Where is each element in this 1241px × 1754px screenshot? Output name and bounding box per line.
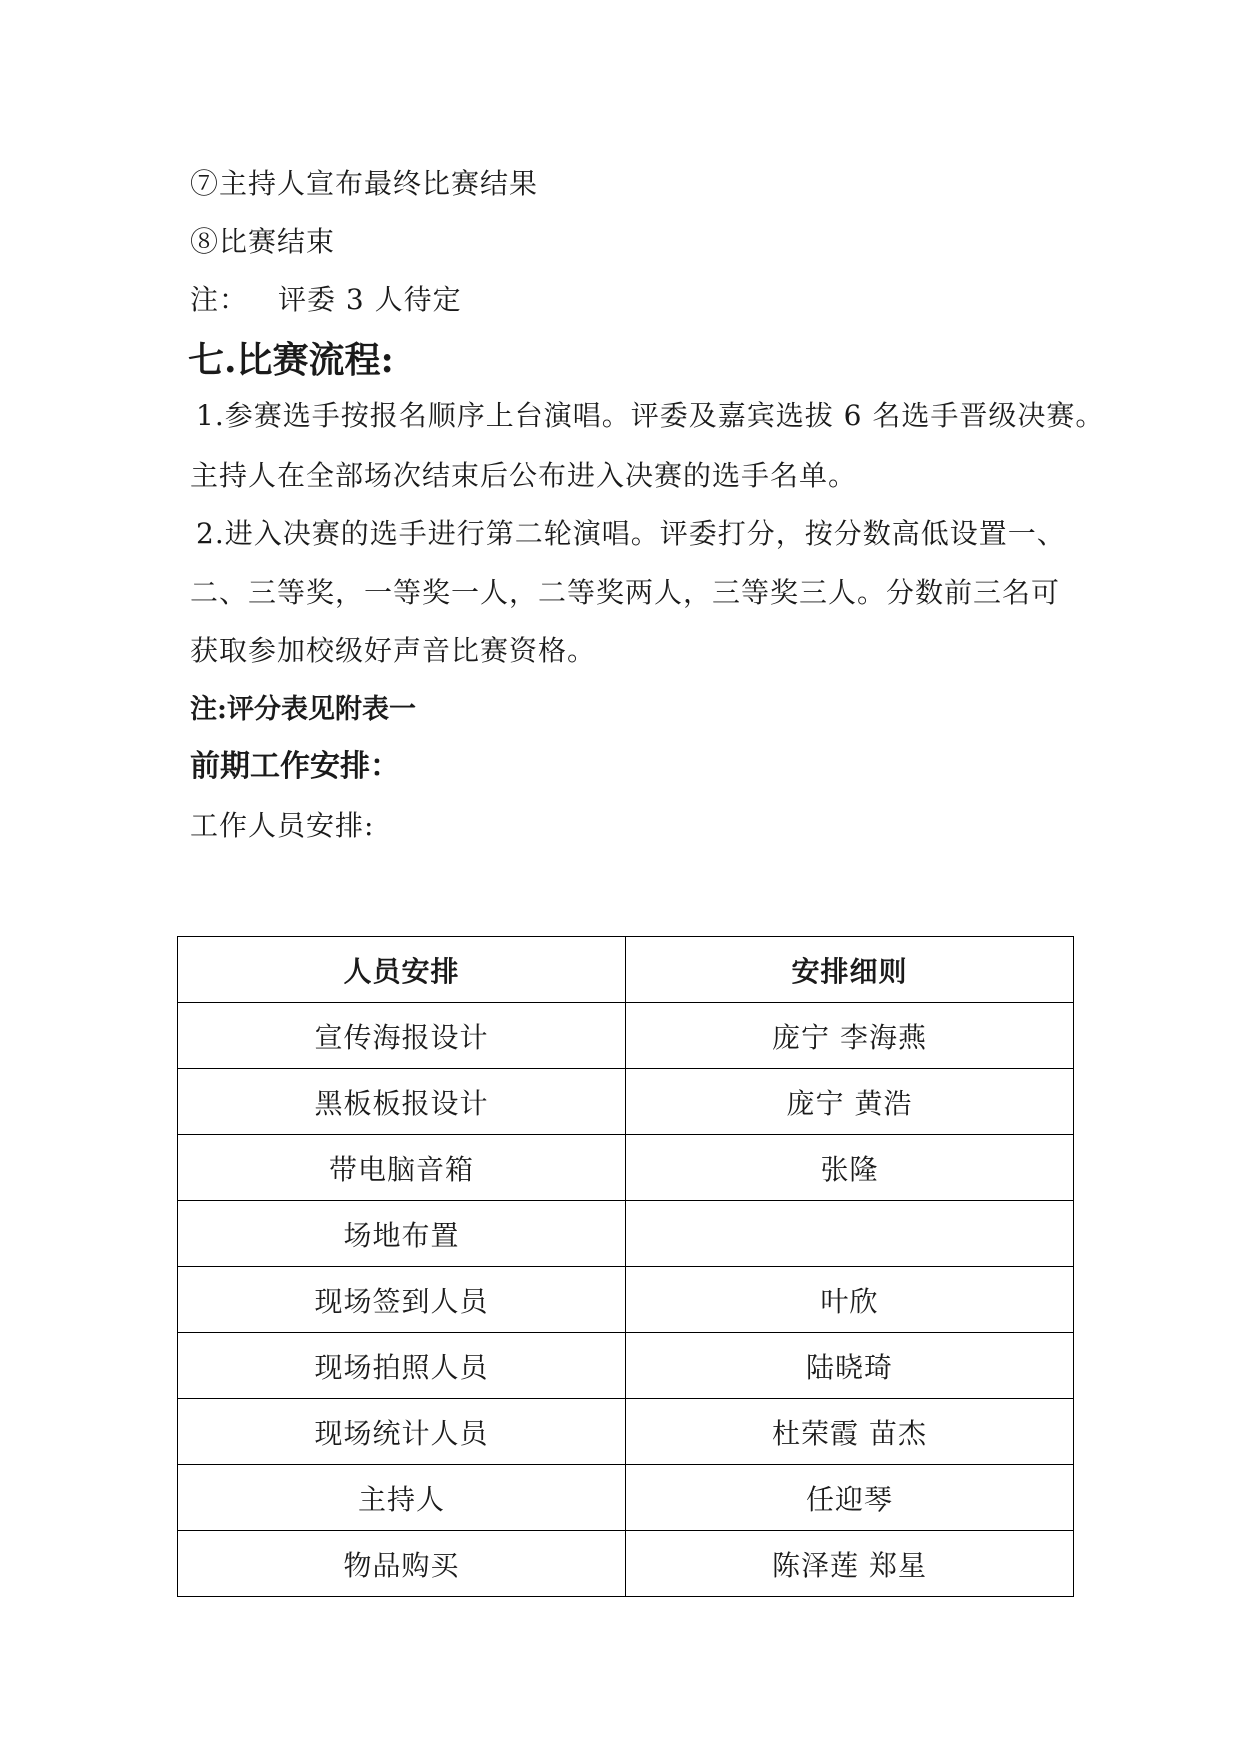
table-row	[178, 1399, 1074, 1465]
role-cell: 现场签到人员	[178, 1267, 626, 1333]
table-row	[178, 1531, 1074, 1597]
assignee-cell: 张隆	[626, 1135, 1074, 1201]
header-role: 人员安排	[178, 937, 626, 1003]
table-row	[178, 1333, 1074, 1399]
staff-arrangement-subheading: 工作人员安排:	[190, 809, 375, 842]
table-row	[178, 1201, 1074, 1267]
assignee-cell: 杜荣霞 苗杰	[626, 1399, 1074, 1465]
role-cell: 黑板板报设计	[178, 1069, 626, 1135]
assignee-cell: 庞宁 黄浩	[626, 1069, 1074, 1135]
table-row	[178, 1267, 1074, 1333]
process-paragraph-1-line-2: 主持人在全部场次结束后公布进入决赛的选手名单。	[190, 459, 858, 492]
process-paragraph-2-line-1: 2.进入决赛的选手进行第二轮演唱。评委打分，按分数高低设置一、	[196, 517, 1066, 550]
role-cell: 带电脑音箱	[178, 1135, 626, 1201]
role-cell: 场地布置	[178, 1201, 626, 1267]
scoring-sheet-note: 注:评分表见附表一	[190, 694, 416, 725]
assignee-cell: 任迎琴	[626, 1465, 1074, 1531]
table-row	[178, 1465, 1074, 1531]
process-paragraph-1-line-1: 1.参赛选手按报名顺序上台演唱。评委及嘉宾选拔 6 名选手晋级决赛。	[196, 399, 1105, 432]
header-details: 安排细则	[626, 937, 1074, 1003]
table-header-row	[178, 937, 1074, 1003]
section-7-heading: 七.比赛流程:	[188, 339, 394, 381]
judges-note-text: 评委 3 人待定	[278, 283, 462, 316]
judges-note-label: 注：	[190, 283, 249, 316]
process-paragraph-2-line-3: 获取参加校级好声音比赛资格。	[190, 634, 597, 667]
assignee-cell	[626, 1201, 1074, 1267]
table-row	[178, 1135, 1074, 1201]
judges-note	[190, 280, 462, 320]
assignee-cell: 陈泽莲 郑星	[626, 1531, 1074, 1597]
staff-arrangement-table	[177, 936, 1074, 1597]
role-cell: 宣传海报设计	[178, 1003, 626, 1069]
table-row	[178, 1003, 1074, 1069]
step-8: ⑧比赛结束	[190, 225, 336, 258]
prep-work-heading: 前期工作安排：	[190, 749, 400, 784]
assignee-cell: 叶欣	[626, 1267, 1074, 1333]
assignee-cell: 陆晓琦	[626, 1333, 1074, 1399]
assignee-cell: 庞宁 李海燕	[626, 1003, 1074, 1069]
process-paragraph-2-line-2: 二、三等奖，一等奖一人，二等奖两人，三等奖三人。分数前三名可	[190, 576, 1061, 609]
role-cell: 现场拍照人员	[178, 1333, 626, 1399]
role-cell: 主持人	[178, 1465, 626, 1531]
table-row	[178, 1069, 1074, 1135]
step-7: ⑦主持人宣布最终比赛结果	[190, 167, 539, 200]
role-cell: 物品购买	[178, 1531, 626, 1597]
role-cell: 现场统计人员	[178, 1399, 626, 1465]
